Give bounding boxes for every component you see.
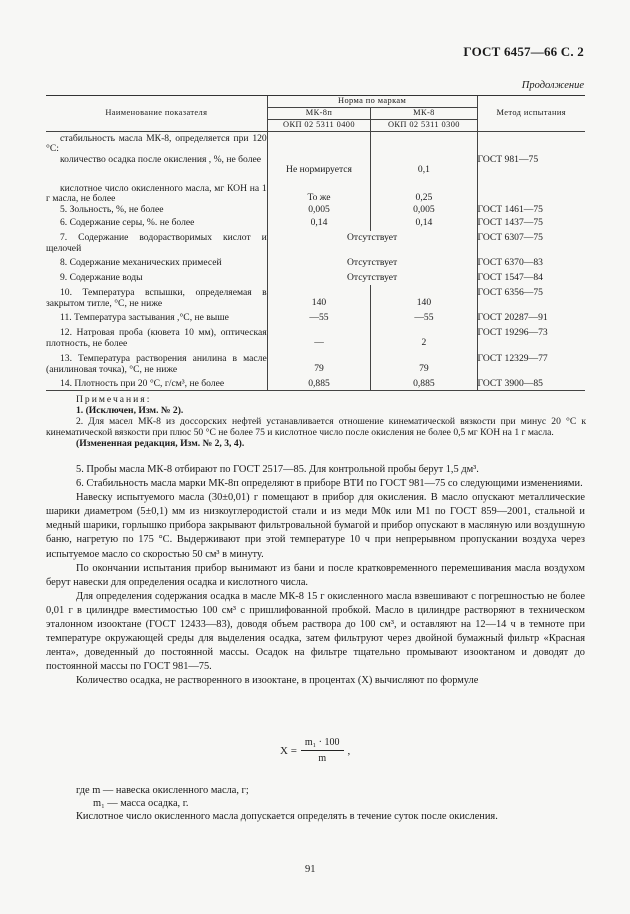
specification-table xyxy=(46,95,585,391)
note-2: 2. Для масел МК-8 из доссорских нефтей устанавливается отношение кинематической вязкости при минус 20 °С к кинематической вязкости при плюс 50 °С не более 75 и кислотное число после окисления не более 0,5 мг КОН на 1 г масла. xyxy=(46,416,586,438)
table-row: 6. Содержание серы, %. не более 0,14 0,14 ГОСТ 1437—75 xyxy=(46,218,585,231)
table-row: стабильность масла МК-8, определяется при 120 °С: xyxy=(46,131,585,155)
table-row: 14. Плотность при 20 °С, г/см³, не более 0,885 0,885 ГОСТ 3900—85 xyxy=(46,376,585,391)
standard-code: ГОСТ 6457—66 С. 2 xyxy=(463,44,584,59)
table-row: 5. Зольность, %, не более 0,005 0,005 ГОСТ 1461—75 xyxy=(46,205,585,218)
paragraph-6: 6. Стабильность масла марки МК-8п определяют в приборе ВТИ по ГОСТ 981—75 со следующими изменениями. xyxy=(76,478,583,490)
final-paragraph: Кислотное число окисленного масла допускается определять в течение суток после окисления. xyxy=(76,811,498,822)
formula-fraction xyxy=(301,737,344,764)
header-norm: Норма по маркам xyxy=(267,96,477,108)
header-okp-2: ОКП 02 5311 0300 xyxy=(371,119,477,131)
header-indicator: Наименование показателя xyxy=(46,96,267,132)
note-1: 1. (Исключен, Изм. № 2). xyxy=(76,405,184,416)
paragraph-10: Количество осадка, не растворенного в изооктане, в процентах (X) вычисляют по формуле xyxy=(76,675,479,687)
formula-numerator: m₁ · 100 xyxy=(301,737,344,751)
formula-denominator: m xyxy=(318,753,327,764)
table-row: 13. Температура растворения анилина в масле (анилиновая точка), °С, не ниже 79 79 ГОСТ 12329—77 xyxy=(46,351,585,376)
formula-lhs: X = xyxy=(280,744,297,757)
table-row: 9. Содержание воды Отсутствует ГОСТ 1547—84 xyxy=(46,270,585,285)
paragraph-9: Для определения содержания осадка в масле МК-8 15 г окисленного масла взвешивают с погрешностью не более 0,01 г в цилиндре вместимостью 100 см³ с пришлифованной пробкой. Масло в цилиндре растворяют в техническом эталонном изооктане (ГОСТ 12433—83), доводя объем раствора до 100 см³, и оставляют на 12—14 ч в темноте при температуре окружающей среды для выделения осадка, затем фильтруют через двойной бумажный фильтр «Красная лента», доведенный до постоянной массы. Осадок на фильтре тщательно промывают изооктаном и доводят до постоянной массы по ГОСТ 981—75. xyxy=(46,590,585,673)
table-row: 8. Содержание механических примесей Отсутствует ГОСТ 6370—83 xyxy=(46,255,585,270)
formula-legend xyxy=(46,784,585,823)
notes-label: Примечания: xyxy=(76,394,152,405)
legend-line-2: m₁ — масса осадка, г. xyxy=(93,798,189,809)
paragraph-7: Навеску испытуемого масла (30±0,01) г помещают в прибор для окисления. В масло опускают металлические шарики диаметром (5±0,1) мм из низкоуглеродистой стали и из меди М0к или М1 по ГОСТ 859—2001, стальной и медный шарики, горлышко прибора закрывают фильтровальной бумагой и прибор опускают в масляную или воздушную баню, нагретую по 175 °С. Выдерживают при этой температуре 10 ч при непрерывном пропускании воздуха через испытуемое масло со скоростью 50 см³ в минуту. xyxy=(46,492,585,560)
paragraph-5: 5. Пробы масла МК-8 отбирают по ГОСТ 2517—85. Для контрольной пробы берут 1,5 дм³. xyxy=(76,464,479,475)
page-number: 91 xyxy=(305,864,316,875)
header-mark-2: МК-8 xyxy=(371,108,477,120)
table-row: 7. Содержание водорастворимых кислот и щелочей Отсутствует ГОСТ 6307—75 xyxy=(46,231,585,255)
header-okp-1: ОКП 02 5311 0400 xyxy=(267,119,371,131)
header-method: Метод испытания xyxy=(477,96,585,132)
legend-line-1: где m — навеска окисленного масла, г; xyxy=(76,785,249,796)
header-mark-1: МК-8п xyxy=(267,108,371,120)
edition-note: (Измененная редакция, Изм. № 2, 3, 4). xyxy=(76,438,245,449)
formula xyxy=(280,737,350,764)
body-text xyxy=(46,463,585,689)
table-row: 12. Натровая проба (кювета 10 мм), оптическая плотность, не более — 2 ГОСТ 19296—73 xyxy=(46,325,585,351)
continuation-label: Продолжение xyxy=(521,80,584,91)
paragraph-8: По окончании испытания прибор вынимают из бани и после кратковременного перемешивания масла воздухом берут навески для определения осадка и кислотного числа. xyxy=(46,562,585,588)
table-row: 10. Температура вспышки, определяемая в закрытом титле, °С, не ниже 140 140 ГОСТ 6356—75 xyxy=(46,285,585,310)
table-row: количество осадка после окисления , %, не более Не нормируется 0,1 ГОСТ 981—75 xyxy=(46,155,585,181)
formula-tail: , xyxy=(347,744,351,757)
table-row: 11. Температура застывания ,°С, не выше —55 —55 ГОСТ 20287—91 xyxy=(46,310,585,325)
table-notes xyxy=(46,394,586,449)
table-row: кислотное число окисленного масла, мг КОН на 1 г масла, не более То же 0,25 xyxy=(46,181,585,205)
